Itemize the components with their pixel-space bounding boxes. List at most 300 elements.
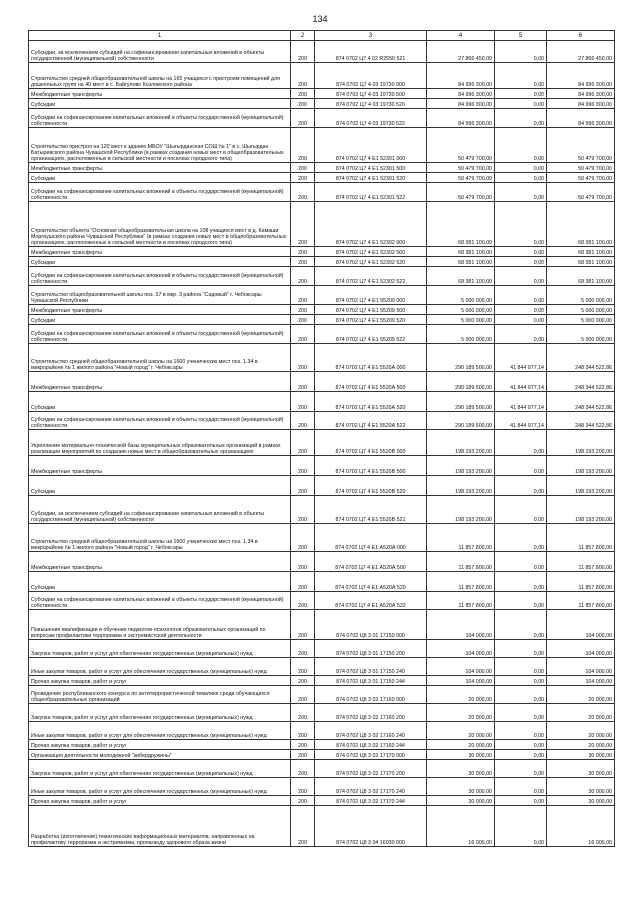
- row-budget-code: 874 0702 Ц8 3 01 17150 244: [315, 676, 427, 686]
- row-amount-total: 104 000,00: [547, 658, 615, 676]
- row-amount-change: 0,00: [495, 750, 547, 760]
- row-name: Закупка товаров, работ и услуг для обеспечения государственных (муниципальных) нужд: [29, 640, 291, 658]
- row-budget-code: 874 0702 Ц7 4 Е1 А520А 522: [315, 592, 427, 610]
- row-budget-code: 874 0702 Ц8 3 02 17160 200: [315, 704, 427, 722]
- row-amount-total: 248 344 522,86: [547, 344, 615, 372]
- row-amount-total: 84 996 300,00: [547, 63, 615, 89]
- row-amount-change: 0,00: [495, 676, 547, 686]
- row-amount-total: 5 000 000,00: [547, 315, 615, 325]
- row-name: Иные закупки товаров, работ и услуг для обеспечения государственных (муниципальных) нужд: [29, 722, 291, 740]
- row-amount-total: 5 000 000,00: [547, 325, 615, 344]
- row-budget-code: 874 0702 Ц7 4 Е1 55209 522: [315, 325, 427, 344]
- row-name: Разработка (изготовление) тематических информационных материалов, направленных на профилактику терроризма и экстремизма, пропаганду здорового образа жизни: [29, 806, 291, 847]
- table-row: [29, 99, 615, 109]
- row-budget-code: 874 0702 Ц7 4 Е1 А520А 500: [315, 552, 427, 572]
- row-name: Субсидии: [29, 257, 291, 267]
- table-row: [29, 412, 615, 430]
- row-budget-code: 874 0702 Ц7 4 Е1 5520А 522: [315, 412, 427, 430]
- row-amount-total: 20 000,00: [547, 704, 615, 722]
- row-amount-plan: 68 381 100,00: [427, 247, 495, 257]
- row-amount-plan: 198 193 200,00: [427, 496, 495, 524]
- row-amount-total: 68 381 100,00: [547, 267, 615, 286]
- row-amount-plan: 50 479 700,00: [427, 163, 495, 173]
- row-budget-code: 874 0702 Ц7 4 Е1 52302 000: [315, 202, 427, 247]
- table-row: [29, 267, 615, 286]
- row-name: Субсидии, за исключением субсидий на софинансирование капитальных вложений в объекты государственной (муниципальной) собственности: [29, 41, 291, 63]
- row-admin-code: 200: [291, 796, 315, 806]
- table-row: [29, 552, 615, 572]
- row-amount-change: 0,00: [495, 592, 547, 610]
- row-amount-total: 30 000,00: [547, 750, 615, 760]
- row-amount-total: 20 000,00: [547, 686, 615, 704]
- row-amount-change: 0,00: [495, 163, 547, 173]
- row-amount-total: 84 996 300,00: [547, 109, 615, 128]
- row-amount-total: 248 344 522,86: [547, 412, 615, 430]
- table-row: [29, 658, 615, 676]
- table-row: [29, 496, 615, 524]
- table-row: [29, 704, 615, 722]
- row-amount-total: 68 381 100,00: [547, 202, 615, 247]
- row-name: Строительство средней общеобразовательной школы на 1600 ученических мест поз. 1.34 в микрорайоне № 1 жилого района "Новый город" г. Чебоксары: [29, 524, 291, 552]
- col-header-3: 3: [315, 31, 427, 41]
- table-row: [29, 247, 615, 257]
- row-amount-plan: 5 000 000,00: [427, 315, 495, 325]
- row-amount-total: 16 000,00: [547, 806, 615, 847]
- row-budget-code: 874 0702 Ц7 4 Е1 52301 500: [315, 163, 427, 173]
- table-row: [29, 325, 615, 344]
- row-amount-plan: 198 193 200,00: [427, 430, 495, 456]
- row-amount-change: 41 844 977,14: [495, 392, 547, 412]
- row-budget-code: 874 0702 Ц8 3 02 17170 244: [315, 796, 427, 806]
- row-budget-code: 874 0702 Ц7 4 Е1 52302 520: [315, 257, 427, 267]
- row-amount-plan: 27 866 450,00: [427, 41, 495, 63]
- row-name: Организация деятельности молодежной "кибердружины": [29, 750, 291, 760]
- row-budget-code: 874 0702 Ц7 4 Е1 А520А 000: [315, 524, 427, 552]
- row-budget-code: 874 0702 Ц7 4 Е1 52301 000: [315, 128, 427, 163]
- row-admin-code: 200: [291, 344, 315, 372]
- row-name: Строительство пристроя на 120 мест к зданию МБОУ "Шыгырданская СОШ № 1" в с. Шыгырдан Батыревского района Чувашской Республики (в рамках создания новых мест в общеобразовательных организациях, расположенных в сельской местности и поселках городского типа): [29, 128, 291, 163]
- table-row: [29, 760, 615, 778]
- row-name: Закупка товаров, работ и услуг для обеспечения государственных (муниципальных) нужд: [29, 760, 291, 778]
- row-budget-code: 874 0702 Ц7 4 Е1 5520В 521: [315, 496, 427, 524]
- row-budget-code: 874 0702 Ц8 3 01 17150 240: [315, 658, 427, 676]
- col-header-5: 5: [495, 31, 547, 41]
- row-amount-plan: 11 857 800,00: [427, 592, 495, 610]
- table-row: [29, 315, 615, 325]
- row-admin-code: 200: [291, 128, 315, 163]
- row-name: Прочая закупка товаров, работ и услуг: [29, 740, 291, 750]
- row-amount-total: 104 000,00: [547, 640, 615, 658]
- row-amount-change: 0,00: [495, 109, 547, 128]
- row-name: Укрепление материально-технической базы муниципальных образовательных организаций в рамках реализации мероприятий по созданию новых мест в общеобразовательных организациях: [29, 430, 291, 456]
- table-row: [29, 344, 615, 372]
- row-admin-code: 200: [291, 778, 315, 796]
- row-amount-change: 0,00: [495, 286, 547, 305]
- row-admin-code: 200: [291, 267, 315, 286]
- row-amount-change: 0,00: [495, 267, 547, 286]
- row-amount-change: 0,00: [495, 610, 547, 640]
- table-row: [29, 778, 615, 796]
- row-amount-change: 0,00: [495, 430, 547, 456]
- col-header-6: 6: [547, 31, 615, 41]
- row-amount-plan: 290 189 500,00: [427, 412, 495, 430]
- row-budget-code: 874 0702 Ц8 3 02 17170 200: [315, 760, 427, 778]
- row-amount-total: 30 000,00: [547, 778, 615, 796]
- row-amount-change: 0,00: [495, 496, 547, 524]
- table-row: [29, 572, 615, 592]
- row-budget-code: 874 0702 Ц8 3 02 17170 240: [315, 778, 427, 796]
- row-amount-plan: 30 000,00: [427, 778, 495, 796]
- table-row: [29, 109, 615, 128]
- row-amount-total: 68 381 100,00: [547, 257, 615, 267]
- row-name: Проведение республиканского конкурса по антитеррористической тематике среди обучающихся общеобразовательных организаций: [29, 686, 291, 704]
- row-amount-total: 30 000,00: [547, 796, 615, 806]
- table-row: [29, 89, 615, 99]
- row-amount-plan: 50 479 700,00: [427, 128, 495, 163]
- row-amount-total: 50 479 700,00: [547, 183, 615, 202]
- row-admin-code: 200: [291, 41, 315, 63]
- row-amount-total: 11 857 800,00: [547, 592, 615, 610]
- row-admin-code: 200: [291, 610, 315, 640]
- row-budget-code: 874 0702 Ц7 4 Е1 А520А 520: [315, 572, 427, 592]
- row-admin-code: 200: [291, 202, 315, 247]
- table-row: [29, 183, 615, 202]
- row-admin-code: 200: [291, 676, 315, 686]
- table-row: [29, 128, 615, 163]
- row-amount-change: 0,00: [495, 760, 547, 778]
- row-admin-code: 200: [291, 163, 315, 173]
- row-admin-code: 200: [291, 257, 315, 267]
- row-name: Межбюджетные трансферты: [29, 163, 291, 173]
- row-amount-plan: 198 193 200,00: [427, 456, 495, 476]
- table-row: [29, 806, 615, 847]
- row-name: Субсидии: [29, 572, 291, 592]
- table-row: [29, 740, 615, 750]
- row-name: Строительство средней общеобразовательной школы на 165 учащихся с пристроем помещений для дошкольных групп на 40 мест в с. Байгулово Козловского района: [29, 63, 291, 89]
- row-name: Прочая закупка товаров, работ и услуг: [29, 796, 291, 806]
- row-amount-change: 41 844 977,14: [495, 372, 547, 392]
- row-amount-change: 0,00: [495, 99, 547, 109]
- table-row: [29, 796, 615, 806]
- row-budget-code: 874 0702 Ц8 3 01 17150 200: [315, 640, 427, 658]
- row-amount-total: 104 000,00: [547, 610, 615, 640]
- row-amount-total: 50 479 700,00: [547, 128, 615, 163]
- row-amount-plan: 20 000,00: [427, 704, 495, 722]
- table-row: [29, 392, 615, 412]
- row-admin-code: 200: [291, 592, 315, 610]
- row-admin-code: 200: [291, 524, 315, 552]
- row-amount-change: 0,00: [495, 325, 547, 344]
- row-name: Субсидии: [29, 392, 291, 412]
- table-row: [29, 430, 615, 456]
- row-admin-code: 200: [291, 412, 315, 430]
- row-admin-code: 200: [291, 372, 315, 392]
- row-amount-change: 0,00: [495, 257, 547, 267]
- row-budget-code: 874 0702 Ц7 4 Е1 55209 520: [315, 315, 427, 325]
- row-budget-code: 874 0702 Ц7 4 02 R2550 521: [315, 41, 427, 63]
- col-header-4: 4: [427, 31, 495, 41]
- row-amount-plan: 16 000,00: [427, 806, 495, 847]
- row-amount-change: 0,00: [495, 305, 547, 315]
- row-name: Закупка товаров, работ и услуг для обеспечения государственных (муниципальных) нужд: [29, 704, 291, 722]
- row-amount-total: 84 996 300,00: [547, 89, 615, 99]
- row-amount-total: 20 000,00: [547, 722, 615, 740]
- row-amount-change: 0,00: [495, 63, 547, 89]
- row-amount-change: 0,00: [495, 128, 547, 163]
- row-amount-plan: 11 857 800,00: [427, 524, 495, 552]
- row-admin-code: 200: [291, 552, 315, 572]
- row-budget-code: 874 0702 Ц7 4 Е1 5520А 520: [315, 392, 427, 412]
- row-amount-total: 27 866 450,00: [547, 41, 615, 63]
- row-amount-change: 0,00: [495, 247, 547, 257]
- row-name: Субсидии на софинансирование капитальных вложений в объекты государственной (муниципальной) собственности: [29, 267, 291, 286]
- row-name: Субсидии на софинансирование капитальных вложений в объекты государственной (муниципальной) собственности: [29, 109, 291, 128]
- row-amount-change: 41 844 977,14: [495, 412, 547, 430]
- row-amount-plan: 198 193 200,00: [427, 476, 495, 496]
- col-header-1: 1: [29, 31, 291, 41]
- row-admin-code: 200: [291, 806, 315, 847]
- row-name: Прочая закупка товаров, работ и услуг: [29, 676, 291, 686]
- row-budget-code: 874 0702 Ц8 3 02 17160 244: [315, 740, 427, 750]
- row-name: Повышение квалификации и обучение педагогов-психологов образовательных организаций по вопросам профилактики терроризма и экстремистской деятельности: [29, 610, 291, 640]
- row-name: Иные закупки товаров, работ и услуг для обеспечения государственных (муниципальных) нужд: [29, 778, 291, 796]
- row-amount-plan: 20 000,00: [427, 740, 495, 750]
- row-admin-code: 200: [291, 305, 315, 315]
- row-budget-code: 874 0702 Ц7 4 03 19730 520: [315, 99, 427, 109]
- row-budget-code: 874 0702 Ц8 3 02 17160 240: [315, 722, 427, 740]
- row-amount-plan: 20 000,00: [427, 722, 495, 740]
- row-amount-plan: 68 381 100,00: [427, 267, 495, 286]
- row-amount-change: 0,00: [495, 796, 547, 806]
- row-budget-code: 874 0702 Ц8 3 04 16030 000: [315, 806, 427, 847]
- row-admin-code: 200: [291, 392, 315, 412]
- row-name: Межбюджетные трансферты: [29, 305, 291, 315]
- row-amount-total: 248 344 522,86: [547, 392, 615, 412]
- table-row: [29, 524, 615, 552]
- page-number: 134: [312, 14, 328, 24]
- row-amount-plan: 104 000,00: [427, 640, 495, 658]
- row-name: Субсидии на софинансирование капитальных вложений в объекты государственной (муниципальной) собственности: [29, 183, 291, 202]
- row-amount-plan: 30 000,00: [427, 796, 495, 806]
- row-amount-change: 0,00: [495, 740, 547, 750]
- row-amount-total: 68 381 100,00: [547, 247, 615, 257]
- row-admin-code: 200: [291, 476, 315, 496]
- table-row: [29, 610, 615, 640]
- row-amount-total: 198 193 200,00: [547, 430, 615, 456]
- col-header-2: 2: [291, 31, 315, 41]
- row-name: Строительство объекта "Основная общеобразовательная школа на 108 учащихся мест в д. Камаши Моргаушского района Чувашской Республики" (в рамках создания новых мест в общеобразовательных организациях, расположенных в сельской местности и поселках городского типа): [29, 202, 291, 247]
- row-amount-plan: 290 189 500,00: [427, 344, 495, 372]
- table-row: [29, 41, 615, 63]
- row-admin-code: 200: [291, 315, 315, 325]
- row-admin-code: 200: [291, 740, 315, 750]
- row-amount-total: 11 857 800,00: [547, 572, 615, 592]
- row-admin-code: 200: [291, 99, 315, 109]
- row-budget-code: 874 0702 Ц7 4 Е1 5520А 000: [315, 344, 427, 372]
- row-amount-total: 5 000 000,00: [547, 305, 615, 315]
- row-admin-code: 200: [291, 247, 315, 257]
- table-row: [29, 305, 615, 315]
- row-admin-code: 200: [291, 686, 315, 704]
- row-admin-code: 200: [291, 572, 315, 592]
- row-amount-total: 11 857 800,00: [547, 552, 615, 572]
- row-amount-total: 11 857 800,00: [547, 524, 615, 552]
- row-admin-code: 200: [291, 325, 315, 344]
- row-name: Субсидии, за исключением субсидий на софинансирование капитальных вложений в объекты государственной (муниципальной) собственности: [29, 496, 291, 524]
- row-amount-total: 20 000,00: [547, 740, 615, 750]
- row-budget-code: 874 0702 Ц8 3 02 17170 000: [315, 750, 427, 760]
- row-name: Субсидии на софинансирование капитальных вложений в объекты государственной (муниципальной) собственности: [29, 412, 291, 430]
- row-admin-code: 200: [291, 722, 315, 740]
- row-amount-change: 0,00: [495, 640, 547, 658]
- row-amount-change: 41 844 977,14: [495, 344, 547, 372]
- row-amount-plan: 84 996 300,00: [427, 99, 495, 109]
- row-amount-plan: 5 000 000,00: [427, 286, 495, 305]
- row-admin-code: 200: [291, 640, 315, 658]
- table-row: [29, 456, 615, 476]
- table-row: [29, 202, 615, 247]
- row-amount-change: 0,00: [495, 806, 547, 847]
- row-amount-change: 0,00: [495, 686, 547, 704]
- row-amount-total: 198 193 200,00: [547, 476, 615, 496]
- row-amount-plan: 20 000,00: [427, 686, 495, 704]
- row-budget-code: 874 0702 Ц7 4 03 19730 522: [315, 109, 427, 128]
- row-amount-plan: 11 857 800,00: [427, 552, 495, 572]
- row-name: Субсидии: [29, 315, 291, 325]
- row-amount-plan: 84 996 300,00: [427, 63, 495, 89]
- row-amount-plan: 290 189 500,00: [427, 372, 495, 392]
- row-name: Межбюджетные трансферты: [29, 247, 291, 257]
- table-row: [29, 640, 615, 658]
- row-budget-code: 874 0702 Ц7 4 Е1 5520А 500: [315, 372, 427, 392]
- row-budget-code: 874 0702 Ц7 4 03 19730 000: [315, 63, 427, 89]
- row-budget-code: 874 0702 Ц7 4 Е1 5520В 500: [315, 456, 427, 476]
- row-budget-code: 874 0702 Ц7 4 Е1 52301 520: [315, 173, 427, 183]
- row-amount-total: 50 479 700,00: [547, 163, 615, 173]
- row-amount-change: 0,00: [495, 41, 547, 63]
- table-row: [29, 173, 615, 183]
- row-admin-code: 200: [291, 183, 315, 202]
- row-amount-change: 0,00: [495, 778, 547, 796]
- table-body: [29, 41, 615, 847]
- row-amount-total: 5 000 000,00: [547, 286, 615, 305]
- row-amount-plan: 104 000,00: [427, 658, 495, 676]
- budget-table: [28, 30, 615, 847]
- row-budget-code: 874 0702 Ц8 3 01 17150 000: [315, 610, 427, 640]
- row-admin-code: 200: [291, 173, 315, 183]
- row-name: Иные закупки товаров, работ и услуг для обеспечения государственных (муниципальных) нужд: [29, 658, 291, 676]
- row-budget-code: 874 0702 Ц7 4 Е1 55209 500: [315, 305, 427, 315]
- row-admin-code: 200: [291, 658, 315, 676]
- row-budget-code: 874 0702 Ц7 4 Е1 5520В 520: [315, 476, 427, 496]
- row-amount-total: 104 000,00: [547, 676, 615, 686]
- table-row: [29, 750, 615, 760]
- row-amount-plan: 104 000,00: [427, 676, 495, 686]
- row-admin-code: 200: [291, 496, 315, 524]
- table-row: [29, 257, 615, 267]
- table-row: [29, 163, 615, 173]
- row-admin-code: 200: [291, 286, 315, 305]
- row-amount-plan: 5 000 000,00: [427, 325, 495, 344]
- row-amount-plan: 50 479 700,00: [427, 173, 495, 183]
- row-amount-plan: 290 189 500,00: [427, 392, 495, 412]
- row-amount-plan: 68 381 100,00: [427, 202, 495, 247]
- row-amount-change: 0,00: [495, 552, 547, 572]
- row-amount-change: 0,00: [495, 173, 547, 183]
- row-admin-code: 200: [291, 704, 315, 722]
- header-row: [29, 31, 615, 41]
- row-amount-plan: 11 857 800,00: [427, 572, 495, 592]
- table-row: [29, 286, 615, 305]
- row-amount-change: 0,00: [495, 722, 547, 740]
- row-amount-change: 0,00: [495, 658, 547, 676]
- row-amount-plan: 68 381 100,00: [427, 257, 495, 267]
- row-amount-change: 0,00: [495, 476, 547, 496]
- table-row: [29, 676, 615, 686]
- table-row: [29, 372, 615, 392]
- row-name: Субсидии: [29, 173, 291, 183]
- row-admin-code: 200: [291, 63, 315, 89]
- row-amount-plan: 30 000,00: [427, 750, 495, 760]
- table-row: [29, 63, 615, 89]
- row-budget-code: 874 0702 Ц7 4 Е1 52301 522: [315, 183, 427, 202]
- row-admin-code: 200: [291, 89, 315, 99]
- row-amount-plan: 84 996 300,00: [427, 89, 495, 99]
- row-name: Строительство общеобразовательной школы поз. 37 в мкр. 3 района "Садовый" г. Чебоксары Чувашской Республики: [29, 286, 291, 305]
- row-amount-change: 0,00: [495, 704, 547, 722]
- row-amount-plan: 50 479 700,00: [427, 183, 495, 202]
- row-budget-code: 874 0702 Ц7 4 Е1 52302 500: [315, 247, 427, 257]
- row-admin-code: 200: [291, 430, 315, 456]
- row-amount-change: 0,00: [495, 89, 547, 99]
- row-name: Межбюджетные трансферты: [29, 456, 291, 476]
- row-amount-total: 30 000,00: [547, 760, 615, 778]
- row-amount-total: 198 193 200,00: [547, 456, 615, 476]
- row-amount-plan: 104 000,00: [427, 610, 495, 640]
- row-amount-change: 0,00: [495, 202, 547, 247]
- row-name: Межбюджетные трансферты: [29, 89, 291, 99]
- row-name: Межбюджетные трансферты: [29, 552, 291, 572]
- row-budget-code: 874 0702 Ц7 4 Е1 5520В 000: [315, 430, 427, 456]
- row-amount-plan: 84 996 300,00: [427, 109, 495, 128]
- row-admin-code: 200: [291, 109, 315, 128]
- row-amount-change: 0,00: [495, 456, 547, 476]
- row-admin-code: 200: [291, 456, 315, 476]
- row-name: Субсидии на софинансирование капитальных вложений в объекты государственной (муниципальной) собственности: [29, 325, 291, 344]
- row-amount-total: 50 479 700,00: [547, 173, 615, 183]
- table-row: [29, 722, 615, 740]
- row-budget-code: 874 0702 Ц7 4 Е1 52302 522: [315, 267, 427, 286]
- row-amount-total: 248 344 522,86: [547, 372, 615, 392]
- row-amount-plan: 30 000,00: [427, 760, 495, 778]
- row-name: Строительство средней общеобразовательной школы на 1600 ученических мест поз. 1.34 в микрорайоне № 1 жилого района "Новый город" г. Чебоксары: [29, 344, 291, 372]
- table-row: [29, 592, 615, 610]
- row-amount-change: 0,00: [495, 524, 547, 552]
- row-amount-total: 84 996 300,00: [547, 99, 615, 109]
- row-name: Субсидии на софинансирование капитальных вложений в объекты государственной (муниципальной) собственности: [29, 592, 291, 610]
- row-budget-code: 874 0702 Ц8 3 02 17160 000: [315, 686, 427, 704]
- row-amount-change: 0,00: [495, 572, 547, 592]
- row-admin-code: 200: [291, 750, 315, 760]
- row-name: Субсидии: [29, 476, 291, 496]
- row-name: Межбюджетные трансферты: [29, 372, 291, 392]
- table-row: [29, 686, 615, 704]
- row-amount-total: 198 193 200,00: [547, 496, 615, 524]
- row-amount-change: 0,00: [495, 315, 547, 325]
- table-row: [29, 476, 615, 496]
- row-budget-code: 874 0702 Ц7 4 03 19730 500: [315, 89, 427, 99]
- row-name: Субсидии: [29, 99, 291, 109]
